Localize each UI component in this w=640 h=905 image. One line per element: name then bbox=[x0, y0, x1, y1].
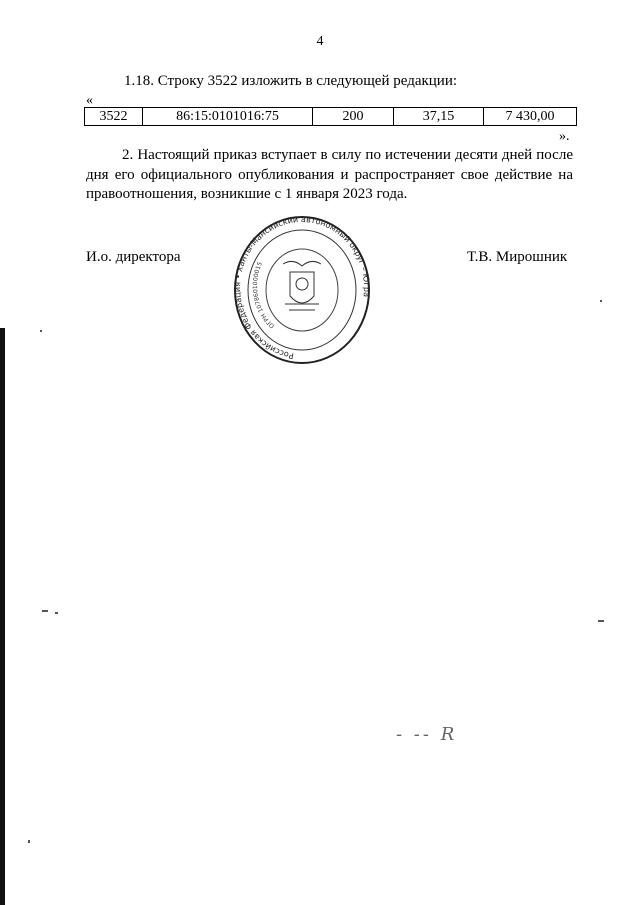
scan-speck bbox=[55, 612, 58, 614]
signature-position: И.о. директора bbox=[86, 249, 181, 265]
section-heading: 1.18. Строку 3522 изложить в следующей редакции: bbox=[124, 73, 458, 89]
order-paragraph: 2. Настоящий приказ вступает в силу по истечении десяти дней после дня его официального опубликования и распространяет свое действие на правоотношения, возникшие с 1 января 2023 года. bbox=[86, 147, 573, 202]
seal-graphic bbox=[233, 214, 371, 366]
scan-speck bbox=[40, 330, 42, 332]
table-cell-area: 200 bbox=[313, 108, 394, 126]
page-number: 4 bbox=[316, 34, 324, 49]
seal-inner-text: ОГРН 1078601000015 bbox=[252, 260, 277, 330]
emblem-icon bbox=[283, 261, 321, 310]
table-cell-total: 7 430,00 bbox=[484, 108, 577, 126]
open-quote: « bbox=[86, 93, 93, 108]
data-table bbox=[84, 107, 577, 126]
scan-speck bbox=[42, 610, 48, 612]
table-row bbox=[85, 108, 577, 126]
table-cell-rate: 37,15 bbox=[394, 108, 484, 126]
handwritten-mark: - -- R bbox=[396, 724, 458, 745]
scan-speck bbox=[28, 840, 30, 843]
close-quote: ». bbox=[559, 129, 570, 144]
signature-name: Т.В. Мирошник bbox=[467, 249, 568, 265]
left-margin-scan-bar bbox=[0, 328, 5, 905]
scan-speck bbox=[600, 300, 602, 302]
table-cell-code: 3522 bbox=[85, 108, 143, 126]
table-cell-cadastral: 86:15:0101016:75 bbox=[143, 108, 313, 126]
official-seal bbox=[233, 214, 371, 366]
seal-outer-text: Российская Федерация • Ханты-Мансийский автономный округ – Югра bbox=[233, 214, 371, 361]
scan-speck bbox=[598, 620, 604, 622]
